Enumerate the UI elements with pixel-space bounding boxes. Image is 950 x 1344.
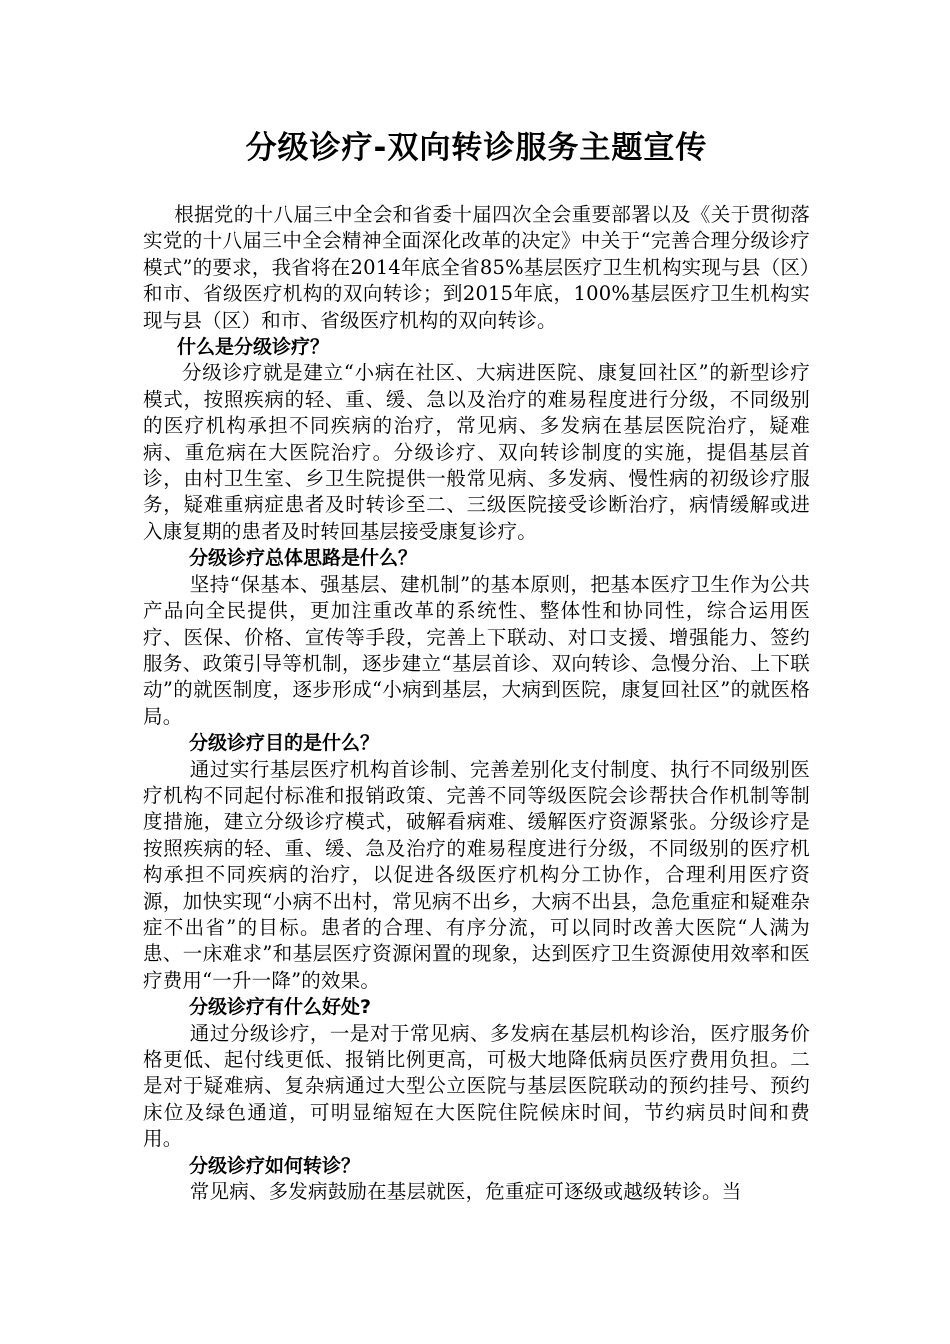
section-body-overall-approach: 坚持“保基本、强基层、建机制”的基本原则，把基本医疗卫生作为公共产品向全民提供，更加注重改革的系统性、整体性和协同性，综合运用医疗、医保、价格、宣传等手段，完善上下联动、对口支援、增强能力、签约服务、政策引导等机制，逐步建立“基层首诊、双向转诊、急慢分治、上下联动”的就医制度，逐步形成“小病到基层，大病到医院，康复回社区”的就医格局。: [143, 572, 810, 728]
section-heading-what-is: 什么是分级诊疗？: [177, 336, 330, 359]
section-body-how-to-transfer: 常见病、多发病鼓励在基层就医，危重症可逐级或越级转诊。当: [189, 1180, 742, 1204]
section-heading-benefits: 分级诊疗有什么好处?: [189, 996, 372, 1019]
section-heading-overall-approach: 分级诊疗总体思路是什么？: [189, 547, 418, 570]
section-heading-purpose: 分级诊疗目的是什么？: [189, 732, 380, 755]
section-heading-how-to-transfer: 分级诊疗如何转诊？: [189, 1154, 361, 1177]
section-body-purpose: 通过实行基层医疗机构首诊制、完善差别化支付制度、执行不同级别医疗机构不同起付标准和报销政策、完善不同等级医院会诊帮扶合作机制等制度措施，建立分级诊疗模式，破解看病难、缓解医疗资源紧张。分级诊疗是按照疾病的轻、重、缓、急及治疗的难易程度进行分级，不同级别的医疗机构承担不同疾病的治疗，以促进各级医疗机构分工协作，合理利用医疗资源，加快实现“小病不出村，常见病不出乡，大病不出县，急危重症和疑难杂症不出省”的目标。患者的合理、有序分流，可以同时改善大医院“人满为患、一床难求”和基层医疗资源闲置的现象，达到医疗卫生资源使用效率和医疗费用“一升一降”的效果。: [143, 757, 810, 992]
document-page: [143, 128, 810, 1205]
section-body-benefits: 通过分级诊疗，一是对于常见病、多发病在基层机构诊治，医疗服务价格更低、起付线更低、报销比例更高，可极大地降低病员医疗费用负担。二是对于疑难病、复杂病通过大型公立医院与基层医院联动的预约挂号、预约床位及绿色通道，可明显缩短在大医院住院候床时间，节约病员时间和费用。: [143, 1021, 810, 1151]
document-title: 分级诊疗-双向转诊服务主题宣传: [245, 130, 708, 166]
intro-paragraph: 根据党的十八届三中全会和省委十届四次全会重要部署以及《关于贯彻落实党的十八届三中全会精神全面深化改革的决定》中关于“完善合理分级诊疗模式”的要求，我省将在2014年底全省85%基层医疗卫生机构实现与县（区）和市、省级医疗机构的双向转诊；到2015年底，100%基层医疗卫生机构实现与县（区）和市、省级医疗机构的双向转诊。: [143, 203, 810, 332]
section-body-what-is: 分级诊疗就是建立“小病在社区、大病进医院、康复回社区”的新型诊疗模式，按照疾病的轻、重、缓、急以及治疗的难易程度进行分级，不同级别的医疗机构承担不同疾病的治疗，常见病、多发病在基层医院治疗，疑难病、重危病在大医院治疗。分级诊疗、双向转诊制度的实施，提倡基层首诊，由村卫生室、乡卫生院提供一般常见病、多发病、慢性病的初级诊疗服务，疑难重病症患者及时转诊至二、三级医院接受诊断治疗，病情缓解或进入康复期的患者及时转回基层接受康复诊疗。: [143, 361, 810, 543]
